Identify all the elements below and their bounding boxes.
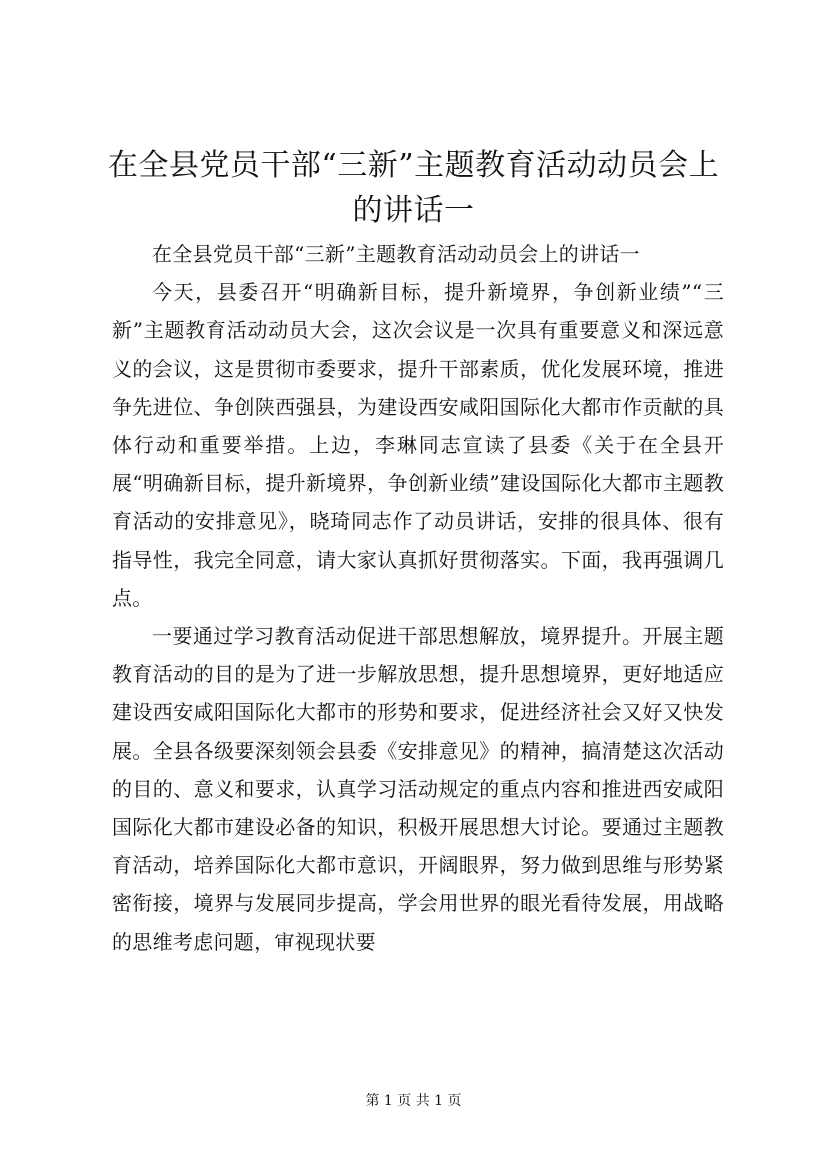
paragraph-point-one: 一要通过学习教育活动促进干部思想解放，境界提升。开展主题教育活动的目的是为了进一步解放思想，提升思想境界，更好地适应建设西安咸阳国际化大都市的形势和要求，促进经济社会又好又快发展。全县各级要深刻领会县委《安排意见》的精神，搞清楚这次活动的目的、意义和要求，认真学习活动规定的重点内容和推进西安咸阳国际化大都市建设必备的知识，积极开展思想大讨论。要通过主题教育活动，培养国际化大都市意识，开阔眼界，努力做到思维与形势紧密衔接，境界与发展同步提高，学会用世界的眼光看待发展，用战略的思维考虑问题，审视现状要: [112, 624, 724, 954]
paragraph-intro: 今天，县委召开“明确新目标，提升新境界，争创新业绩”“三新”主题教育活动动员大会，这次会议是一次具有重要意义和深远意义的会议，这是贯彻市委要求，提升干部素质，优化发展环境，推进争先进位、争创陕西强县，为建设西安咸阳国际化大都市作贡献的具体行动和重要举措。上边，李琳同志宣读了县委《关于在全县开展“明确新目标，提升新境界，争创新业绩”建设国际化大都市主题教育活动的安排意见》，晓琦同志作了动员讲话，安排的很具体、很有指导性，我完全同意，请大家认真抓好贯彻落实。下面，我再强调几点。: [112, 280, 724, 610]
document-title: 在全县党员干部“三新”主题教育活动动员会上的讲话一: [107, 148, 720, 228]
page-footer: [0, 1091, 827, 1111]
page-number-label: 第 1 页 共 1 页: [365, 1093, 462, 1109]
paragraph-heading: 在全县党员干部“三新”主题教育活动动员会上的讲话一: [152, 242, 640, 266]
document-body: [112, 235, 724, 961]
